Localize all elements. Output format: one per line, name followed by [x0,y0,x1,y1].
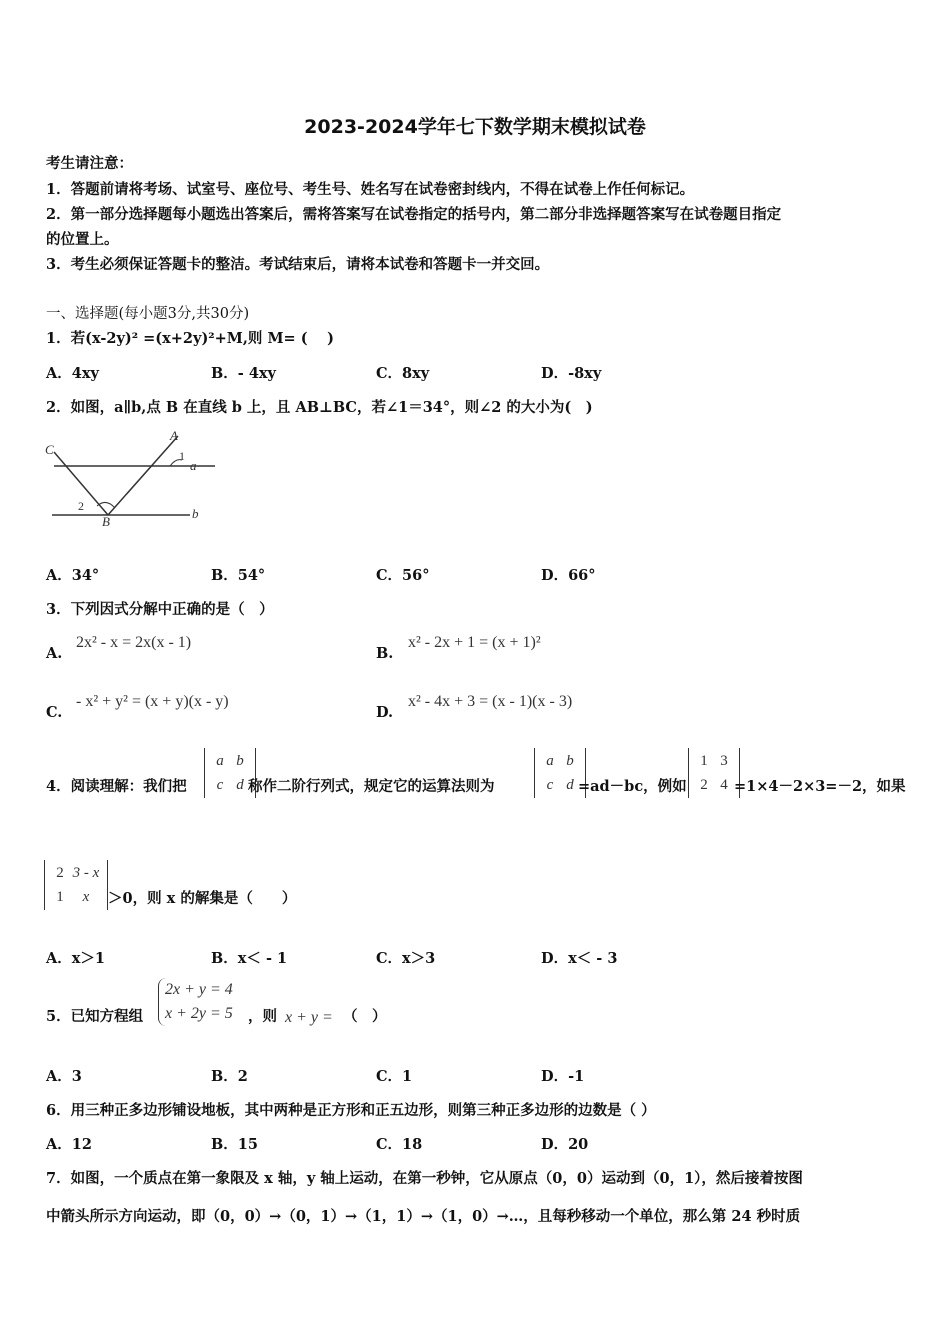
q6-option-a[interactable]: A．12 [46,1136,92,1153]
q6-option-c[interactable]: C．18 [376,1136,423,1153]
q6-option-d[interactable]: D．20 [541,1136,589,1153]
q2-figure [40,428,215,528]
q5-option-c[interactable]: C．1 [376,1068,413,1085]
q4-option-d[interactable]: D．x＜ - 3 [541,950,618,967]
q4-option-c[interactable]: C．x＞3 [376,950,436,967]
q2-option-a[interactable]: A．34° [46,567,100,584]
label-a-point: A [170,428,178,443]
q5-option-d[interactable]: D．-1 [541,1068,585,1085]
notice-item-2-cont: 的位置上。 [46,231,119,248]
q5-equation-2: x + 2y = 5 [165,1005,233,1022]
q1-option-b[interactable]: B．- 4xy [211,365,276,382]
q1-option-d[interactable]: D．-8xy [541,365,602,382]
q5-equation-system [158,978,233,1026]
q5-option-a[interactable]: A．3 [46,1068,82,1085]
q4-text-1: 4．阅读理解：我们把 [46,778,187,795]
label-line-b: b [192,506,199,521]
q4-text-3: =ad－bc，例如 [578,778,687,795]
page-title: 2023-2024学年七下数学期末模拟试卷 [304,116,646,138]
q3-expr-b: x² - 2x + 1 = (x + 1)² [408,634,541,651]
notice-item-1: 1．答题前请将考场、试室号、座位号、考生号、姓名写在试卷密封线内，不得在试卷上作任何标记。 [46,181,695,198]
q3-expr-d: x² - 4x + 3 = (x - 1)(x - 3) [408,693,573,710]
label-line-a: a [190,458,197,473]
q1-option-a[interactable]: A．4xy [46,365,99,382]
q4-det-question: 2 3 - x 1 x [44,860,108,910]
q3-expr-a: 2x² - x = 2x(x - 1) [76,634,192,651]
q5-tail: （ ） [343,1008,387,1025]
q3-stem: 3．下列因式分解中正确的是（ ） [46,601,274,618]
label-b-point: B [102,514,110,528]
q5-prefix: 5．已知方程组 [46,1008,144,1025]
q3-label-d[interactable]: D. [376,704,394,721]
q4-text-2: 称作二阶行列式，规定它的运算法则为 [248,778,495,795]
q5-equation-1: 2x + y = 4 [165,981,233,998]
q4-option-a[interactable]: A．x＞1 [46,950,105,967]
section-heading: 一、选择题(每小题3分,共30分) [46,306,250,322]
q4-option-b[interactable]: B．x＜ - 1 [211,950,288,967]
q3-label-a[interactable]: A. [46,645,63,662]
q6-stem: 6．用三种正多边形铺设地板，其中两种是正方形和正五边形，则第三种正多边形的边数是（ ） [46,1102,656,1119]
q3-label-b[interactable]: B. [376,645,394,662]
q7-line-1: 7．如图，一个质点在第一象限及 x 轴，y 轴上运动，在第一秒钟，它从原点（0，0）运动到（0，1），然后接着按图 [46,1170,803,1187]
q4-text-4: =1×4－2×3=－2，如果 [734,778,906,795]
q2-option-b[interactable]: B．54° [211,567,266,584]
q4-det-rule: a b c d [534,748,586,798]
notice-item-3: 3．考生必须保证答题卡的整洁。考试结束后，请将本试卷和答题卡一并交回。 [46,256,550,273]
label-angle-2: 2 [78,499,84,513]
q2-option-d[interactable]: D．66° [541,567,596,584]
q2-stem: 2．如图，a∥b,点 B 在直线 b 上，且 AB⊥BC，若∠1＝34°，则∠2 的大小为( ) [46,399,593,416]
q5-option-b[interactable]: B．2 [211,1068,248,1085]
q5-mid: ，则 [248,1008,277,1025]
label-angle-1: 1 [179,449,185,463]
q5-expr: x + y = [285,1009,333,1026]
label-c: C [45,442,54,457]
q4-det-symbolic: a b c d [204,748,256,798]
q3-expr-c: - x² + y² = (x + y)(x - y) [76,693,229,710]
q1-stem: 1．若(x-2y)² =(x+2y)²+M,则 M= ( ) [46,330,334,347]
segment-ba [108,436,178,515]
q1-option-c[interactable]: C．8xy [376,365,430,382]
q7-line-2: 中箭头所示方向运动，即（0，0）→（0，1）→（1，1）→（1，0）→…，且每秒移动一个单位，那么第 24 秒时质 [46,1208,801,1225]
q3-label-c[interactable]: C. [46,704,63,721]
q6-option-b[interactable]: B．15 [211,1136,258,1153]
q4-det-example: 1 3 2 4 [688,748,740,798]
notice-heading: 考生请注意： [46,155,133,172]
q2-option-c[interactable]: C．56° [376,567,430,584]
q4-tail: ＞0，则 x 的解集是（ ） [108,890,297,907]
notice-item-2: 2．第一部分选择题每小题选出答案后，需将答案写在试卷指定的括号内，第二部分非选择题答案写在试卷题目指定 [46,206,782,223]
